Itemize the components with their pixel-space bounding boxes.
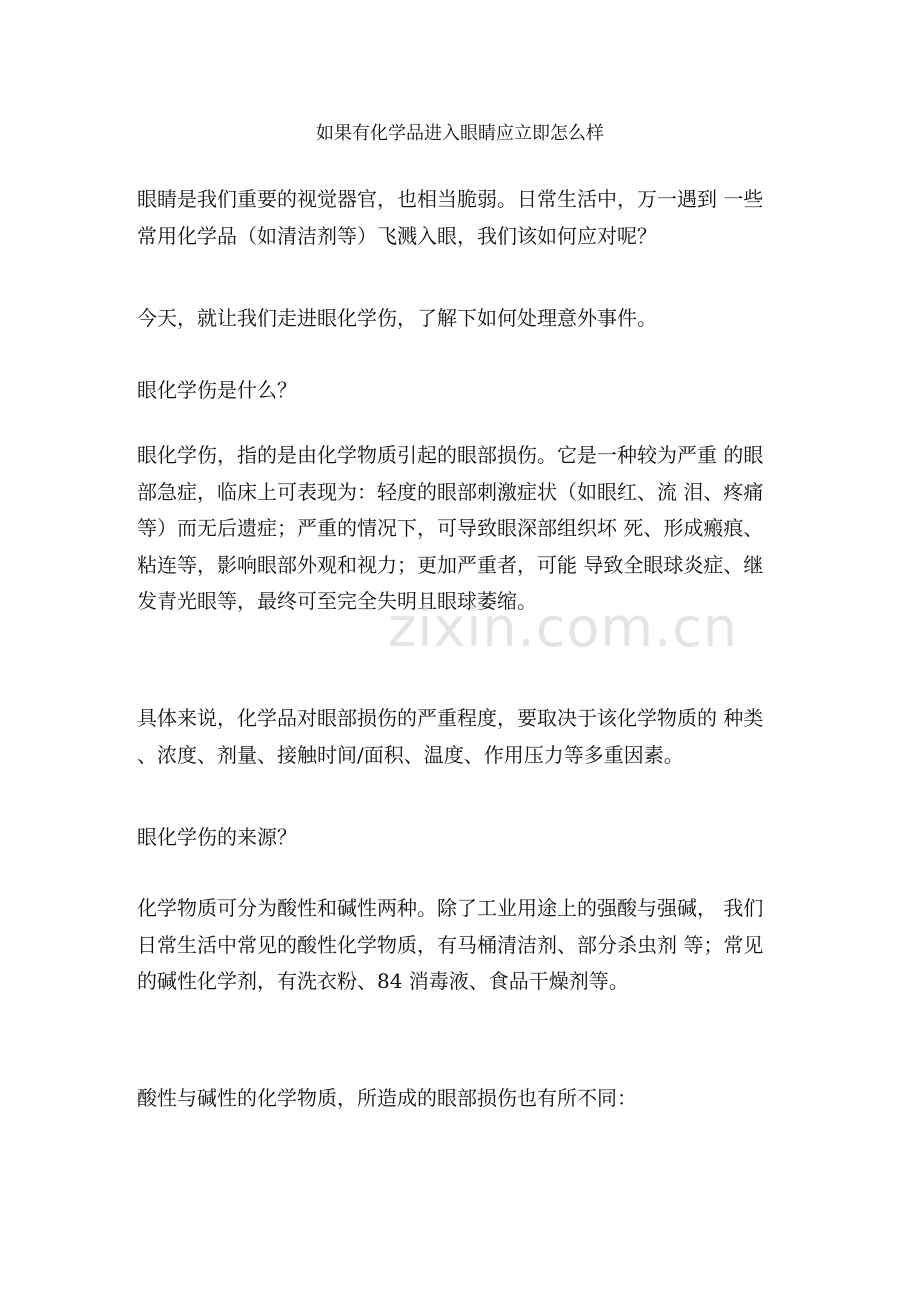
text-line: 眼化学伤的来源？ — [137, 825, 297, 849]
text-line: 等）而无后遗症；严重的情况下，可导致眼深部组织坏 死、形成瘢痕、 — [137, 516, 764, 540]
text-line: 发青光眼等，最终可至完全失明且眼球萎缩。 — [137, 589, 537, 613]
text-line: 眼化学伤，指的是由化学物质引起的眼部损伤。它是一种较为严重 的眼 — [137, 443, 764, 467]
text-line: 的碱性化学剂，有洗衣粉、84 消毒液、食品干燥剂等。 — [137, 969, 629, 993]
paragraph-sources — [137, 890, 777, 1000]
text-line: 眼睛是我们重要的视觉器官，也相当脆弱。日常生活中，万一遇到 一些 — [137, 187, 764, 211]
text-line: 今天，就让我们走进眼化学伤，了解下如何处理意外事件。 — [137, 306, 657, 330]
text-line: 常用化学品（如清洁剂等）飞溅入眼，我们该如何应对呢？ — [137, 223, 657, 248]
text-line: 酸性与碱性的化学物质，所造成的眼部损伤也有所不同： — [137, 1086, 637, 1110]
text-line: 粘连等，影响眼部外观和视力；更加严重者，可能 导致全眼球炎症、继 — [137, 552, 764, 577]
document-title: 如果有化学品进入眼睛应立即怎么样 — [316, 123, 604, 144]
watermark: zixin.com.cn — [388, 596, 739, 659]
text-line: 眼化学伤是什么？ — [137, 378, 297, 402]
paragraph-intro — [137, 181, 777, 254]
section-heading-source — [137, 819, 777, 856]
text-line: 日常生活中常见的酸性化学物质，有马桶清洁剂、部分杀虫剂 等；常见 — [137, 932, 764, 957]
paragraph-definition — [137, 437, 777, 620]
paragraph-today — [137, 300, 777, 337]
text-line: 具体来说，化学品对眼部损伤的严重程度，要取决于该化学物质的 种类 — [137, 706, 764, 730]
text-line: 部急症，临床上可表现为：轻度的眼部刺激症状（如眼红、流 泪、疼痛 — [137, 479, 764, 504]
section-heading-what — [137, 372, 777, 409]
paragraph-acid-alkali — [137, 1080, 777, 1117]
text-line: 、浓度、剂量、接触时间/面积、温度、作用压力等多重因素。 — [137, 742, 684, 767]
paragraph-severity — [137, 700, 777, 773]
text-line: 化学物质可分为酸性和碱性两种。除了工业用途上的强酸与强碱， 我们 — [137, 896, 764, 920]
